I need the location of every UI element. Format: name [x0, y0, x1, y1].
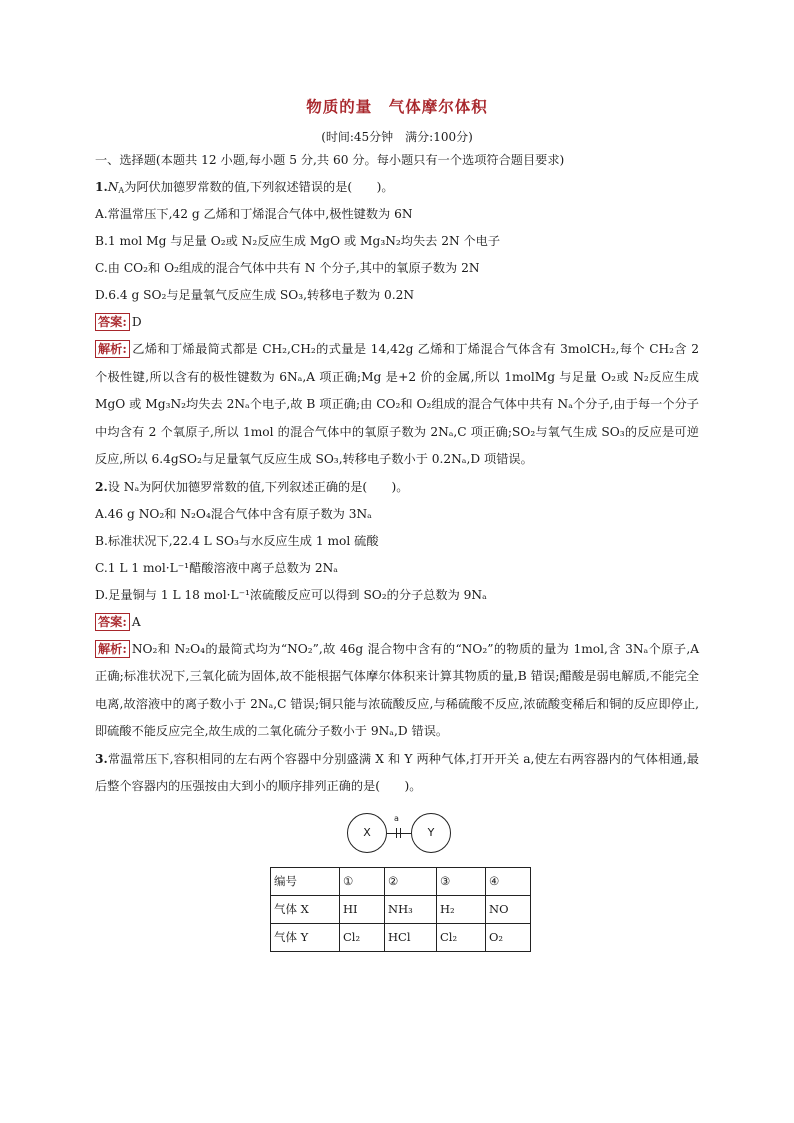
table-row [271, 895, 531, 923]
q3-number: 3. [95, 751, 108, 766]
connecting-tube [387, 833, 411, 834]
answer-label: 答案: [95, 613, 130, 631]
table-header-cell: ② [385, 867, 437, 895]
table-cell: Cl₂ [437, 923, 486, 951]
document-subtitle: (时间:45分钟 满分:100分) [321, 130, 473, 144]
q1-stem [95, 174, 699, 201]
table-cell: O₂ [486, 923, 531, 951]
q2-answer-row [95, 609, 699, 636]
table-header-cell: ④ [486, 867, 531, 895]
q1-analysis-row [95, 336, 699, 474]
table-cell: NH₃ [385, 895, 437, 923]
q1-analysis: 乙烯和丁烯最简式都是 CH₂,CH₂的式量是 14,42g 乙烯和丁烯混合气体含有 3molCH₂,每个 CH₂含 2 个极性键,所以含有的极性键数为 6Nₐ,A 项正确;Mg 是+2 价的金属,所以 1molMg 与足量 O₂或 N₂反应生成 MgO 或 Mg₃N₂均失去 2Nₐ个电子,故 B 项正确;由 CO₂和 O₂组成的混合气体中共有 Nₐ个分子,由于每一个分子中均含有 2 个氧原子,所以 1mol 的混合气体中的氧原子数为 2Nₐ,C 项正确;SO₂与氧气生成 SO₃的反应是可逆反应,所以 6.4gSO₂与足量氧气反应生成 SO₃,转移电子数小于 0.2Nₐ,D 项错误。 [95, 342, 699, 466]
container-y [411, 813, 451, 853]
q2-stem [95, 474, 699, 501]
q2-number: 2. [95, 479, 108, 494]
container-y-label: Y [427, 825, 435, 839]
q1-option-d: D.6.4 g SO₂与足量氧气反应生成 SO₃,转移电子数为 0.2N [95, 288, 415, 302]
table-cell: H₂ [437, 895, 486, 923]
table-header-cell: 编号 [271, 867, 340, 895]
q2-option-a: A.46 g NO₂和 N₂O₄混合气体中含有原子数为 3Nₐ [95, 506, 372, 521]
valve-line-1 [396, 828, 397, 838]
q2-analysis: NO₂和 N₂O₄的最简式均为“NO₂”,故 46g 混合物中含有的“NO₂”的物质的量为 1mol,含 3Nₐ个原子,A 正确;标准状况下,三氧化硫为固体,故不能根据气体摩尔体积来计算其物质的量,B 错误;醋酸是弱电解质,不能完全电离,故溶液中的离子数小于 2Nₐ,C 错误;铜只能与浓硫酸反应,与稀硫酸不反应,浓硫酸变稀后和铜的反应即停止,即硫酸不能反应完全,故生成的二氧化硫分子数小于 9Nₐ,D 错误。 [95, 641, 699, 738]
q1-answer-row [95, 309, 699, 336]
q1-option-a: A.常温常压下,42 g 乙烯和丁烯混合气体中,极性键数为 6N [95, 207, 413, 221]
q1-answer: D [131, 315, 142, 329]
table-cell: 气体 X [271, 895, 340, 923]
table-row [271, 867, 531, 895]
gas-table-wrap [95, 867, 699, 957]
q1-option-b: B.1 mol Mg 与足量 O₂或 N₂反应生成 MgO 或 Mg₃N₂均失去 2N 个电子 [95, 234, 501, 248]
document-title: 物质的量 气体摩尔体积 [306, 97, 488, 116]
q1-stem-text: $N_A$为阿伏加德罗常数的值,下列叙述错误的是( )。 [107, 180, 394, 195]
analysis-label: 解析: [95, 340, 130, 358]
table-cell: HCl [385, 923, 437, 951]
table-header-cell: ③ [437, 867, 486, 895]
answer-label: 答案: [95, 313, 130, 331]
q3-stem [95, 746, 699, 801]
document-page [95, 95, 699, 957]
section-heading: 一、选择题(本题共 12 小题,每小题 5 分,共 60 分。每小题只有一个选项符合题目要求) [95, 153, 565, 167]
q3-stem-text: 常温常压下,容积相同的左右两个容器中分别盛满 X 和 Y 两种气体,打开开关 a,使左右两容器内的气体相通,最后整个容器内的压强按由大到小的顺序排列正确的是( )。 [95, 751, 699, 793]
container-diagram [95, 809, 699, 859]
q2-answer: A [131, 614, 141, 629]
table-cell: NO [486, 895, 531, 923]
q2-analysis-row [95, 636, 699, 746]
q1-number: 1. [95, 180, 108, 194]
table-cell: Cl₂ [340, 923, 385, 951]
container-x-label: X [363, 825, 371, 839]
q1-option-c: C.由 CO₂和 O₂组成的混合气体中共有 N 个分子,其中的氧原子数为 2N [95, 261, 480, 275]
q2-option-b: B.标准状况下,22.4 L SO₃与水反应生成 1 mol 硫酸 [95, 533, 379, 548]
table-header-cell: ① [340, 867, 385, 895]
valve-label: a [394, 813, 399, 823]
valve-line-2 [400, 828, 401, 838]
container-x [347, 813, 387, 853]
q2-option-d: D.足量铜与 1 L 18 mol·L⁻¹浓硫酸反应可以得到 SO₂的分子总数为 9Nₐ [95, 587, 487, 602]
analysis-label: 解析: [95, 640, 130, 658]
gas-table [270, 867, 531, 952]
table-cell: HI [340, 895, 385, 923]
table-row [271, 923, 531, 951]
q2-stem-text: 设 Nₐ为阿伏加德罗常数的值,下列叙述正确的是( )。 [107, 479, 409, 494]
q2-option-c: C.1 L 1 mol·L⁻¹醋酸溶液中离子总数为 2Nₐ [95, 560, 338, 575]
table-cell: 气体 Y [271, 923, 340, 951]
